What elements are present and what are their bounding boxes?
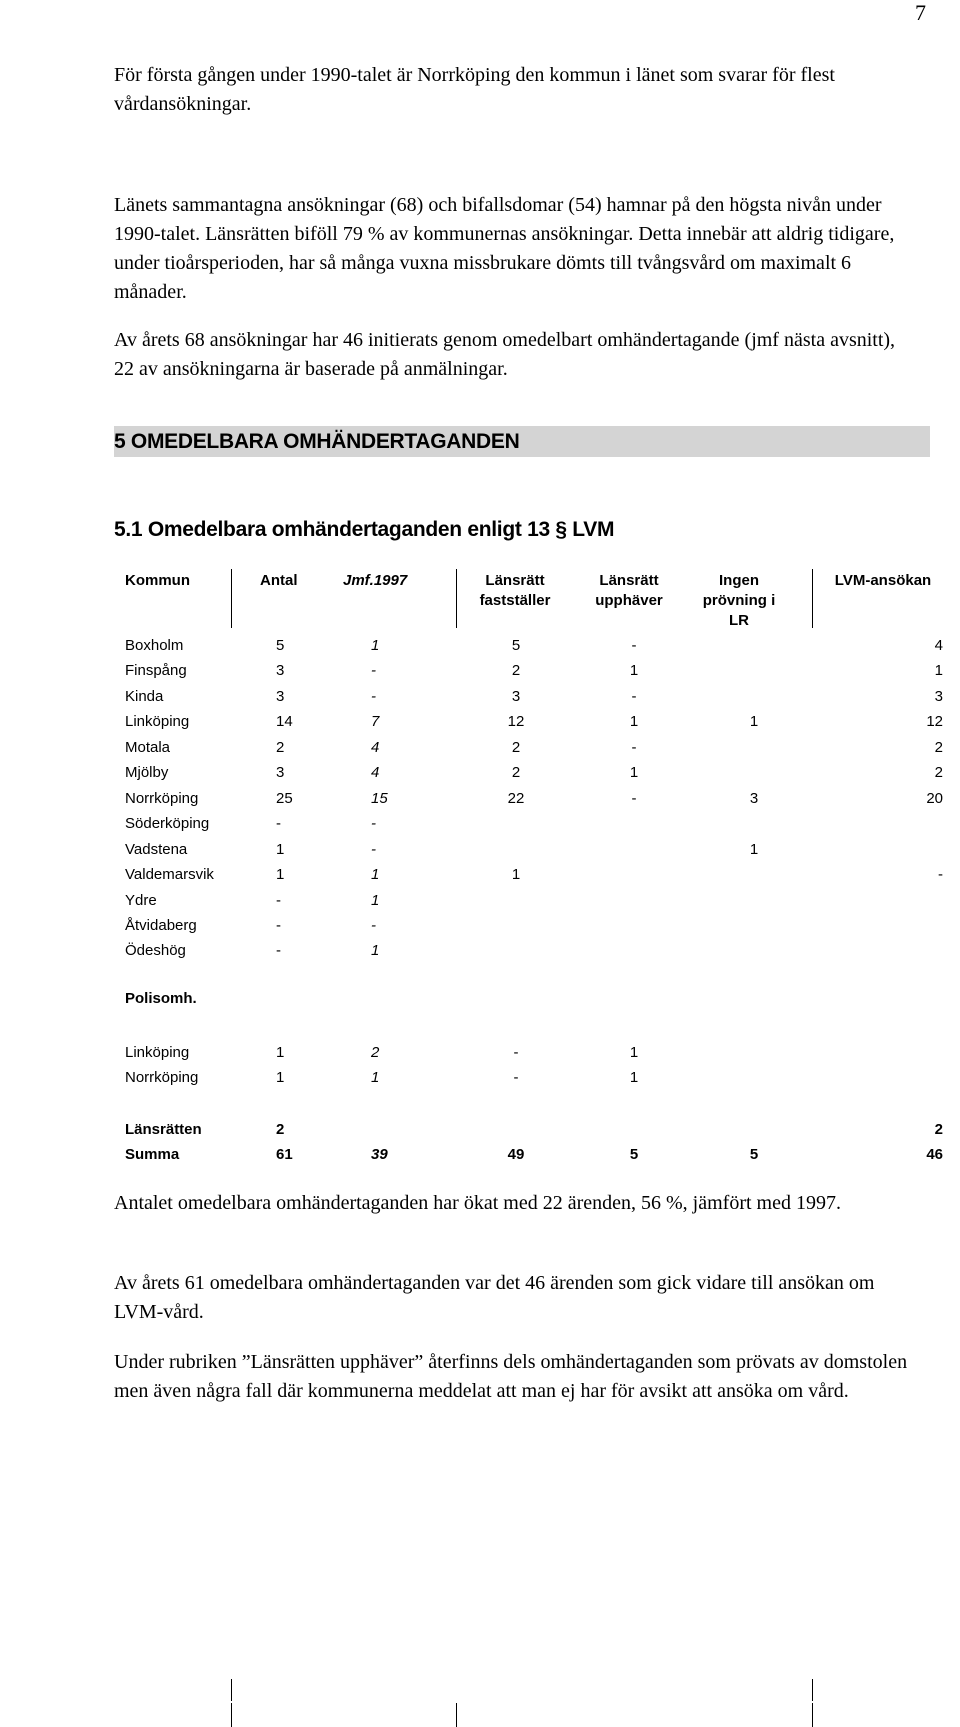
upphaver-cell: - (631, 688, 637, 705)
paragraph-increase: Antalet omedelbara omhändertaganden har ökat med 22 ärenden, 56 %, jämfört med 1997. (114, 1192, 841, 1214)
lansratten-row (118, 1117, 958, 1142)
jmf-1997-cell: 15 (371, 790, 388, 807)
jmf-1997-cell: 39 (371, 1146, 388, 1163)
upphaver-cell: - (631, 637, 637, 654)
jmf-1997-cell: - (371, 917, 376, 934)
faststaller-cell: - (513, 1044, 519, 1061)
table-row (118, 633, 958, 658)
jmf-1997-cell: 7 (371, 713, 380, 730)
faststaller-cell: 2 (511, 662, 521, 679)
table-rule (231, 1679, 232, 1701)
kommun-cell: Mjölby (125, 764, 169, 781)
table-row (118, 938, 958, 963)
antal-cell: 1 (276, 841, 285, 858)
ingen-provning-cell: 3 (749, 790, 759, 807)
summa-row (118, 1142, 958, 1167)
jmf-1997-cell: 4 (371, 739, 380, 756)
paragraph-initiated: Av årets 68 ansökningar har 46 initierats genom omedelbart omhändertagande (jmf nästa avsnitt), 22 av ansökningarna är baserade på anmälningar. (114, 329, 896, 380)
col-header-ingen-provning: Ingen prövning i LR (702, 572, 776, 629)
jmf-1997-cell: 1 (371, 866, 380, 883)
table-rule (812, 1703, 813, 1727)
lvm-ansokan-cell: 2 (934, 739, 943, 756)
col-header-kommun: Kommun (125, 572, 190, 589)
paragraph-forwarded: Av årets 61 omedelbara omhändertaganden var det 46 ärenden som gick vidare till ansökan om LVM-vård. (114, 1272, 875, 1323)
table-rule (456, 1703, 457, 1727)
lvm-ansokan-cell: 46 (926, 1146, 943, 1163)
lvm-ansokan-cell: 12 (926, 713, 943, 730)
ingen-provning-cell: 1 (749, 713, 759, 730)
paragraph-lansratten: Under rubriken ”Länsrätten upphäver” återfinns dels omhändertaganden som prövats av domstolen men även några fall där kommunerna meddelat att man ej har för avsikt att ansöka om vård. (114, 1351, 908, 1402)
kommun-cell: Linköping (125, 713, 190, 730)
kommun-cell: Åtvidaberg (125, 917, 197, 934)
col-header-faststaller: Länsrätt fastställer (479, 572, 551, 609)
paragraph-intro: För första gången under 1990-talet är Norrköping den kommun i länet som svarar för flest vårdansökningar. (114, 64, 835, 115)
kommun-cell: Länsrätten (125, 1121, 202, 1138)
table-row (118, 1065, 958, 1090)
table-row (118, 1040, 958, 1065)
paragraph-applications: Länets sammantagna ansökningar (68) och bifallsdomar (54) hamnar på den högsta nivån under 1990-talet. Länsrätten biföll 79 % av kommunernas ansökningar. Detta innebär att aldrig tidigare, under tioårsperioden, har så många vuxna missbrukare dömts till tvångsvård om maximalt 6 månader. (114, 194, 895, 303)
kommun-cell: Linköping (125, 1044, 190, 1061)
antal-cell: 2 (276, 739, 285, 756)
faststaller-cell: - (513, 1069, 519, 1086)
antal-cell: - (276, 942, 281, 959)
polisomh-label: Polisomh. (125, 990, 197, 1007)
antal-cell: - (276, 917, 281, 934)
kommun-cell: Norrköping (125, 1069, 199, 1086)
upphaver-cell: - (631, 739, 637, 756)
section-heading: 5 OMEDELBARA OMHÄNDERTAGANDEN (114, 430, 520, 453)
subsection-heading: 5.1 Omedelbara omhändertaganden enligt 13 § LVM (114, 518, 615, 541)
table-row (118, 862, 958, 887)
kommun-cell: Kinda (125, 688, 164, 705)
upphaver-cell: 1 (629, 713, 639, 730)
kommun-cell: Valdemarsvik (125, 866, 214, 883)
jmf-1997-cell: 1 (371, 637, 380, 654)
lvm-ansokan-cell: - (938, 866, 943, 883)
antal-cell: 25 (276, 790, 293, 807)
jmf-1997-cell: 2 (371, 1044, 380, 1061)
kommun-cell: Ödeshög (125, 942, 186, 959)
upphaver-cell: - (631, 790, 637, 807)
col-header-lvm-ansokan: LVM-ansökan (834, 572, 932, 589)
upphaver-cell: 5 (629, 1146, 639, 1163)
table-rule (231, 569, 232, 628)
ingen-provning-cell: 1 (749, 841, 759, 858)
upphaver-cell: 1 (629, 764, 639, 781)
antal-cell: 3 (276, 662, 285, 679)
antal-cell: - (276, 892, 281, 909)
antal-cell: - (276, 815, 281, 832)
antal-cell: 1 (276, 866, 285, 883)
kommun-cell: Norrköping (125, 790, 199, 807)
table-row (118, 735, 958, 760)
antal-cell: 1 (276, 1044, 285, 1061)
antal-cell: 2 (276, 1121, 285, 1138)
table-rule (231, 1703, 232, 1727)
antal-cell: 5 (276, 637, 285, 654)
table-row (118, 709, 958, 734)
kommun-cell: Motala (125, 739, 171, 756)
lvm-ansokan-cell: 3 (934, 688, 943, 705)
upphaver-cell: 1 (629, 662, 639, 679)
jmf-1997-cell: - (371, 815, 376, 832)
table-rule (456, 569, 457, 628)
jmf-1997-cell: 1 (371, 892, 380, 909)
faststaller-cell: 2 (511, 764, 521, 781)
table-row (118, 786, 958, 811)
jmf-1997-cell: 1 (371, 942, 380, 959)
antal-cell: 1 (276, 1069, 285, 1086)
lvm-ansokan-cell: 1 (934, 662, 943, 679)
faststaller-cell: 12 (507, 713, 525, 730)
col-header-jmf: Jmf.1997 (343, 572, 408, 589)
faststaller-cell: 22 (507, 790, 525, 807)
col-header-antal: Antal (260, 572, 298, 589)
kommun-cell: Söderköping (125, 815, 210, 832)
jmf-1997-cell: - (371, 688, 376, 705)
kommun-cell: Finspång (125, 662, 187, 679)
kommun-cell: Ydre (125, 892, 157, 909)
lvm-ansokan-cell: 2 (934, 1121, 943, 1138)
table-rule (812, 569, 813, 628)
ingen-provning-cell: 5 (749, 1146, 759, 1163)
faststaller-cell: 49 (507, 1146, 525, 1163)
antal-cell: 61 (276, 1146, 293, 1163)
kommun-cell: Vadstena (125, 841, 188, 858)
polisomh-label-row (118, 986, 958, 1011)
table-row (118, 888, 958, 913)
table-row (118, 760, 958, 785)
faststaller-cell: 1 (511, 866, 521, 883)
antal-cell: 14 (276, 713, 293, 730)
table-row (118, 811, 958, 836)
antal-cell: 3 (276, 688, 285, 705)
lvm-ansokan-cell: 4 (934, 637, 943, 654)
faststaller-cell: 3 (511, 688, 521, 705)
table-row (118, 837, 958, 862)
faststaller-cell: 2 (511, 739, 521, 756)
jmf-1997-cell: 1 (371, 1069, 380, 1086)
antal-cell: 3 (276, 764, 285, 781)
col-header-upphaver: Länsrätt upphäver (595, 572, 663, 609)
kommun-cell: Summa (125, 1146, 180, 1163)
table-rule (812, 1679, 813, 1701)
page-number: 7 (915, 0, 926, 25)
table-row (118, 684, 958, 709)
faststaller-cell: 5 (511, 637, 521, 654)
kommun-cell: Boxholm (125, 637, 184, 654)
lvm-ansokan-cell: 2 (934, 764, 943, 781)
jmf-1997-cell: 4 (371, 764, 380, 781)
table-row (118, 913, 958, 938)
lvm-ansokan-cell: 20 (926, 790, 943, 807)
table-row (118, 658, 958, 683)
upphaver-cell: 1 (629, 1069, 639, 1086)
jmf-1997-cell: - (371, 662, 376, 679)
jmf-1997-cell: - (371, 841, 376, 858)
upphaver-cell: 1 (629, 1044, 639, 1061)
